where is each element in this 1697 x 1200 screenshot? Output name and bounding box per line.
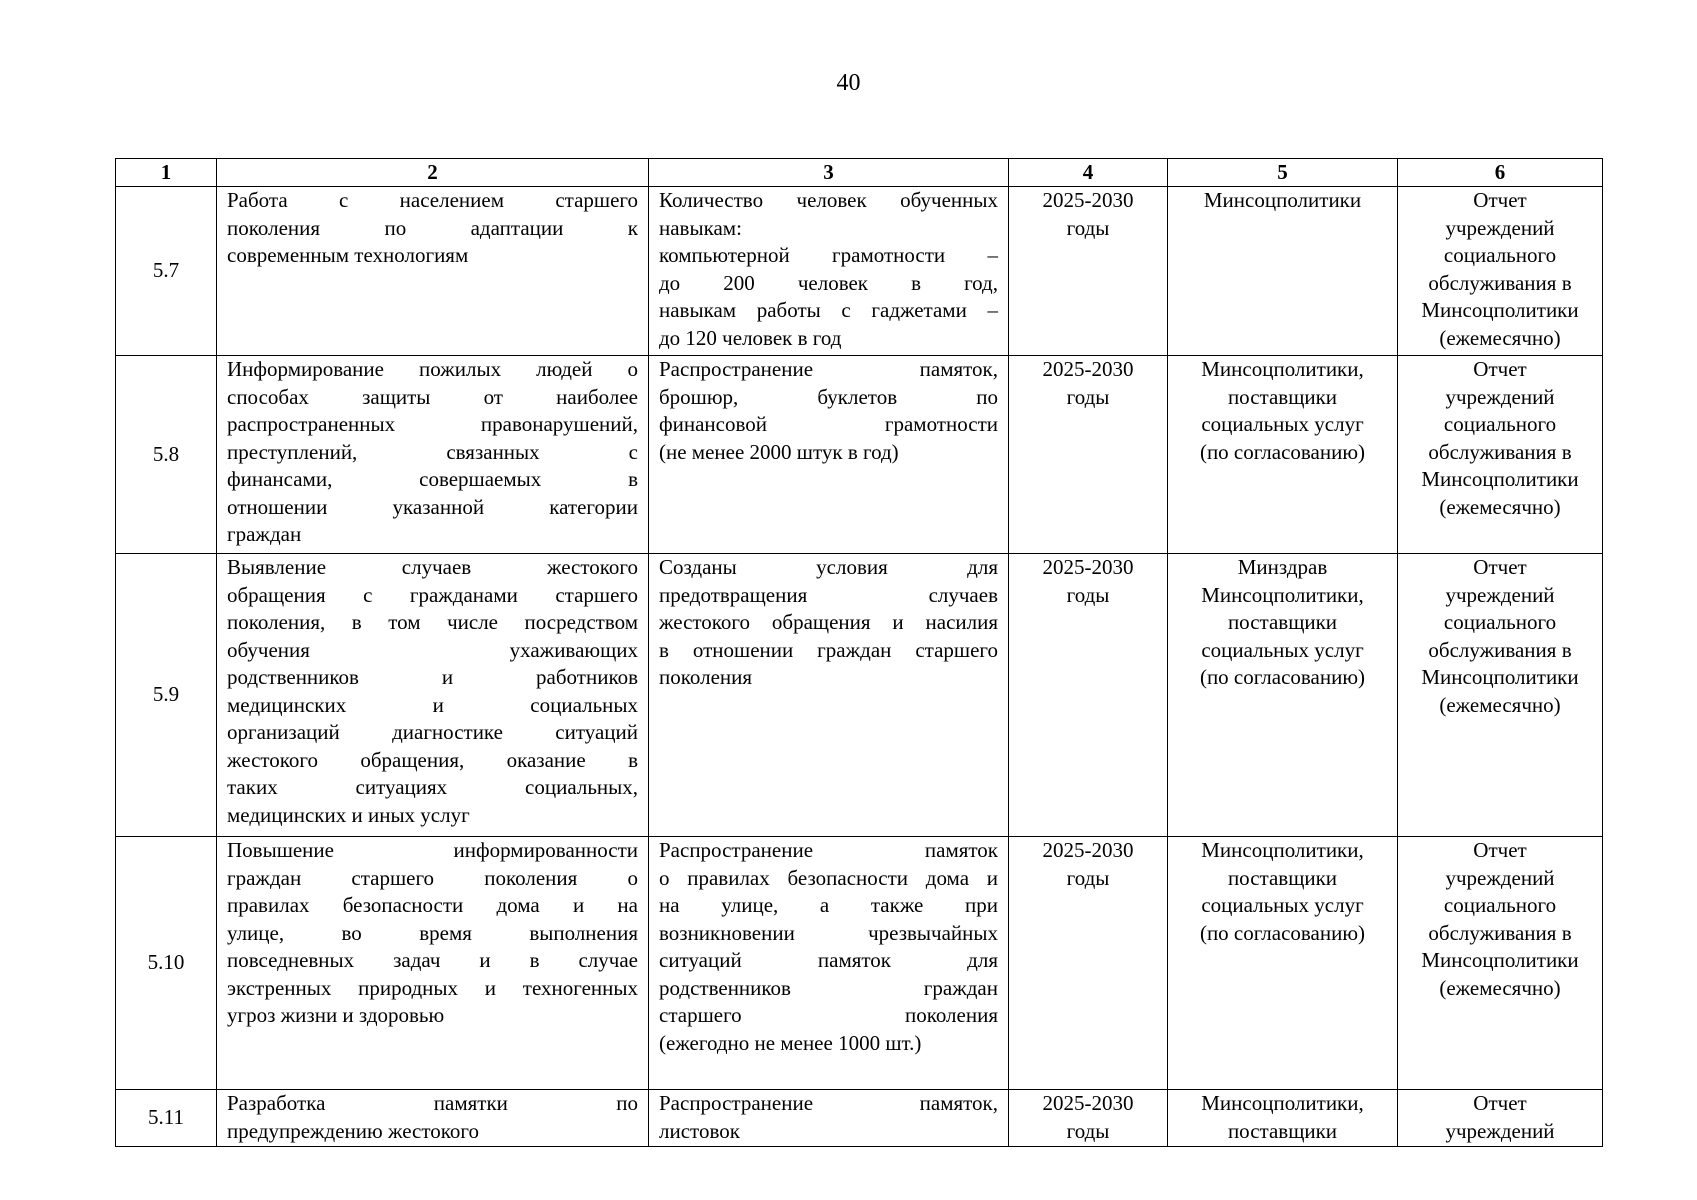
measure-description	[217, 356, 649, 554]
period	[1009, 187, 1168, 356]
measure-description-line: таких ситуациях социальных,	[227, 775, 638, 799]
reporting-form	[1398, 356, 1603, 554]
table-header-row	[116, 159, 1603, 187]
expected-result-line: финансовой грамотности	[659, 412, 998, 436]
expected-result	[649, 554, 1009, 837]
measure-description-line: повседневных задач и в случае	[227, 948, 638, 972]
responsible-line: поставщики	[1227, 384, 1338, 409]
reporting-form-line: учреждений	[1445, 215, 1555, 240]
period-line: годы	[1066, 215, 1110, 240]
expected-result-line: Распространение памяток,	[659, 1091, 998, 1115]
expected-result-line: (ежегодно не менее 1000 шт.)	[659, 1030, 922, 1055]
measure-description-line: поколения, в том числе посредством	[227, 610, 638, 634]
measure-description-line: распространенных правонарушений,	[227, 412, 638, 436]
period-line: 2025-2030	[1042, 1091, 1134, 1115]
measures-table	[115, 158, 1603, 1147]
responsible-line: социальных услуг	[1201, 637, 1364, 662]
measure-description-line: отношении указанной категории	[227, 494, 638, 519]
reporting-form-line: обслуживания в	[1428, 270, 1572, 295]
header-col-2: 2	[217, 159, 649, 187]
reporting-form-line: (ежемесячно)	[1439, 494, 1561, 519]
reporting-form	[1398, 1090, 1603, 1147]
reporting-form-line: обслуживания в	[1428, 637, 1572, 662]
measure-description-line: Повышение информированности	[227, 838, 638, 862]
expected-result-line: Распространение памяток	[659, 838, 998, 862]
measure-description-line: экстренных природных и техногенных	[227, 975, 638, 1000]
reporting-form	[1398, 554, 1603, 837]
header-col-3: 3	[649, 159, 1009, 187]
expected-result-line: навыкам:	[659, 215, 742, 240]
expected-result-line: Количество человек обученных	[659, 188, 998, 212]
expected-result	[649, 356, 1009, 554]
measure-description-line: граждан старшего поколения о	[227, 865, 638, 890]
reporting-form-line: обслуживания в	[1428, 920, 1572, 945]
period-line: 2025-2030	[1042, 357, 1134, 381]
header-col-5: 5	[1168, 159, 1398, 187]
row-number: 5.9	[116, 554, 217, 837]
header-col-1: 1	[116, 159, 217, 187]
responsible	[1168, 356, 1398, 554]
expected-result	[649, 187, 1009, 356]
measure-description-line: поколения по адаптации к	[227, 215, 638, 240]
period	[1009, 837, 1168, 1090]
reporting-form-line: Отчет	[1473, 838, 1527, 862]
expected-result-line: Распространение памяток,	[659, 357, 998, 381]
period-line: 2025-2030	[1042, 838, 1134, 862]
reporting-form-line: (ежемесячно)	[1439, 975, 1561, 1000]
responsible-line: Минсоцполитики,	[1201, 1091, 1364, 1115]
expected-result-line: старшего поколения	[659, 1003, 998, 1027]
reporting-form-line: социального	[1443, 243, 1557, 267]
responsible	[1168, 554, 1398, 837]
measure-description-line: медицинских и иных услуг	[227, 802, 470, 827]
responsible	[1168, 187, 1398, 356]
reporting-form	[1398, 837, 1603, 1090]
responsible-line: социальных услуг	[1201, 412, 1364, 436]
measure-description-line: жестокого обращения, оказание в	[227, 747, 638, 772]
reporting-form-line: обслуживания в	[1428, 439, 1572, 464]
responsible-line: (по согласованию)	[1199, 665, 1366, 689]
expected-result-line: (не менее 2000 штук в год)	[659, 439, 899, 464]
measure-description-line: обращения с гражданами старшего	[227, 582, 638, 607]
expected-result-line: брошюр, буклетов по	[659, 384, 998, 409]
measure-description-line: угроз жизни и здоровью	[227, 1003, 445, 1027]
reporting-form-line: Минсоцполитики	[1421, 298, 1579, 322]
period-line: годы	[1066, 582, 1110, 607]
reporting-form-line: (ежемесячно)	[1439, 325, 1561, 350]
period-line: годы	[1066, 1118, 1110, 1143]
measure-description-line: преступлений, связанных с	[227, 439, 638, 464]
table-row	[116, 554, 1603, 837]
period-line: годы	[1066, 865, 1110, 890]
measure-description-line: правилах безопасности дома и на	[227, 893, 638, 917]
measure-description	[217, 1090, 649, 1147]
measure-description-line: Работа с населением старшего	[227, 188, 638, 212]
expected-result-line: родственников граждан	[659, 975, 998, 1000]
table-row	[116, 1090, 1603, 1147]
measure-description-line: Выявление случаев жестокого	[227, 555, 638, 579]
table-row	[116, 837, 1603, 1090]
reporting-form-line: социального	[1443, 610, 1557, 634]
expected-result-line: на улице, а также при	[659, 893, 998, 917]
expected-result-line: ситуаций памяток для	[659, 948, 998, 972]
period-line: 2025-2030	[1042, 188, 1134, 212]
responsible	[1168, 837, 1398, 1090]
row-number: 5.10	[116, 837, 217, 1090]
responsible-line: Минсоцполитики,	[1201, 838, 1364, 862]
measure-description-line: медицинских и социальных	[227, 692, 638, 717]
responsible-line: социальных услуг	[1201, 893, 1364, 917]
page-number: 40	[836, 70, 861, 96]
expected-result-line: до 200 человек в год,	[659, 270, 998, 295]
expected-result-line: компьютерной грамотности –	[659, 243, 998, 267]
measure-description-line: финансами, совершаемых в	[227, 467, 638, 491]
reporting-form-line: Отчет	[1473, 357, 1527, 381]
reporting-form-line: (ежемесячно)	[1439, 692, 1561, 717]
expected-result-line: предотвращения случаев	[659, 582, 998, 607]
responsible-line: поставщики	[1227, 610, 1338, 634]
responsible-line: (по согласованию)	[1199, 920, 1366, 945]
responsible	[1168, 1090, 1398, 1147]
responsible-line: (по согласованию)	[1199, 439, 1366, 464]
reporting-form	[1398, 187, 1603, 356]
expected-result-line: о правилах безопасности дома и	[659, 865, 998, 890]
reporting-form-line: Минсоцполитики	[1421, 948, 1579, 972]
period-line: годы	[1066, 384, 1110, 409]
expected-result-line: до 120 человек в год	[659, 325, 842, 350]
reporting-form-line: Отчет	[1473, 1091, 1527, 1115]
expected-result-line: в отношении граждан старшего	[659, 637, 998, 662]
period	[1009, 554, 1168, 837]
responsible-line: поставщики	[1227, 1118, 1338, 1143]
table-row	[116, 187, 1603, 356]
reporting-form-line: социального	[1443, 893, 1557, 917]
header-col-6: 6	[1398, 159, 1603, 187]
responsible-line: Минсоцполитики	[1203, 188, 1362, 212]
period	[1009, 1090, 1168, 1147]
expected-result-line: навыкам работы с гаджетами –	[659, 298, 998, 322]
measure-description-line: организаций диагностике ситуаций	[227, 720, 638, 744]
reporting-form-line: Отчет	[1473, 555, 1527, 579]
reporting-form-line: Отчет	[1473, 188, 1527, 212]
measure-description-line: способах защиты от наиболее	[227, 384, 638, 409]
header-col-4: 4	[1009, 159, 1168, 187]
table-row	[116, 356, 1603, 554]
expected-result-line: листовок	[659, 1118, 740, 1143]
expected-result	[649, 837, 1009, 1090]
measure-description	[217, 837, 649, 1090]
measure-description	[217, 187, 649, 356]
expected-result	[649, 1090, 1009, 1147]
measure-description-line: Разработка памятки по	[227, 1091, 638, 1115]
responsible-line: Минсоцполитики,	[1201, 357, 1364, 381]
measure-description-line: Информирование пожилых людей о	[227, 357, 638, 381]
measure-description-line: граждан	[227, 522, 302, 546]
measure-description-line: родственников и работников	[227, 665, 638, 689]
responsible-line: Минсоцполитики,	[1201, 582, 1364, 607]
row-number: 5.7	[116, 187, 217, 356]
measure-description-line: улице, во время выполнения	[227, 920, 638, 945]
measure-description-line: предупреждению жестокого	[227, 1118, 479, 1143]
row-number: 5.11	[116, 1090, 217, 1147]
period	[1009, 356, 1168, 554]
row-number: 5.8	[116, 356, 217, 554]
reporting-form-line: учреждений	[1445, 1118, 1555, 1143]
period-line: 2025-2030	[1042, 555, 1134, 579]
reporting-form-line: Минсоцполитики	[1421, 665, 1579, 689]
reporting-form-line: Минсоцполитики	[1421, 467, 1579, 491]
reporting-form-line: учреждений	[1445, 384, 1555, 409]
expected-result-line: поколения	[659, 665, 753, 689]
expected-result-line: возникновении чрезвычайных	[659, 920, 998, 945]
reporting-form-line: социального	[1443, 412, 1557, 436]
responsible-line: поставщики	[1227, 865, 1338, 890]
expected-result-line: Созданы условия для	[659, 555, 998, 579]
reporting-form-line: учреждений	[1445, 582, 1555, 607]
measure-description-line: современным технологиям	[227, 243, 469, 267]
responsible-line: Минздрав	[1237, 555, 1328, 579]
expected-result-line: жестокого обращения и насилия	[659, 610, 998, 634]
measure-description	[217, 554, 649, 837]
reporting-form-line: учреждений	[1445, 865, 1555, 890]
measure-description-line: обучения ухаживающих	[227, 637, 638, 662]
